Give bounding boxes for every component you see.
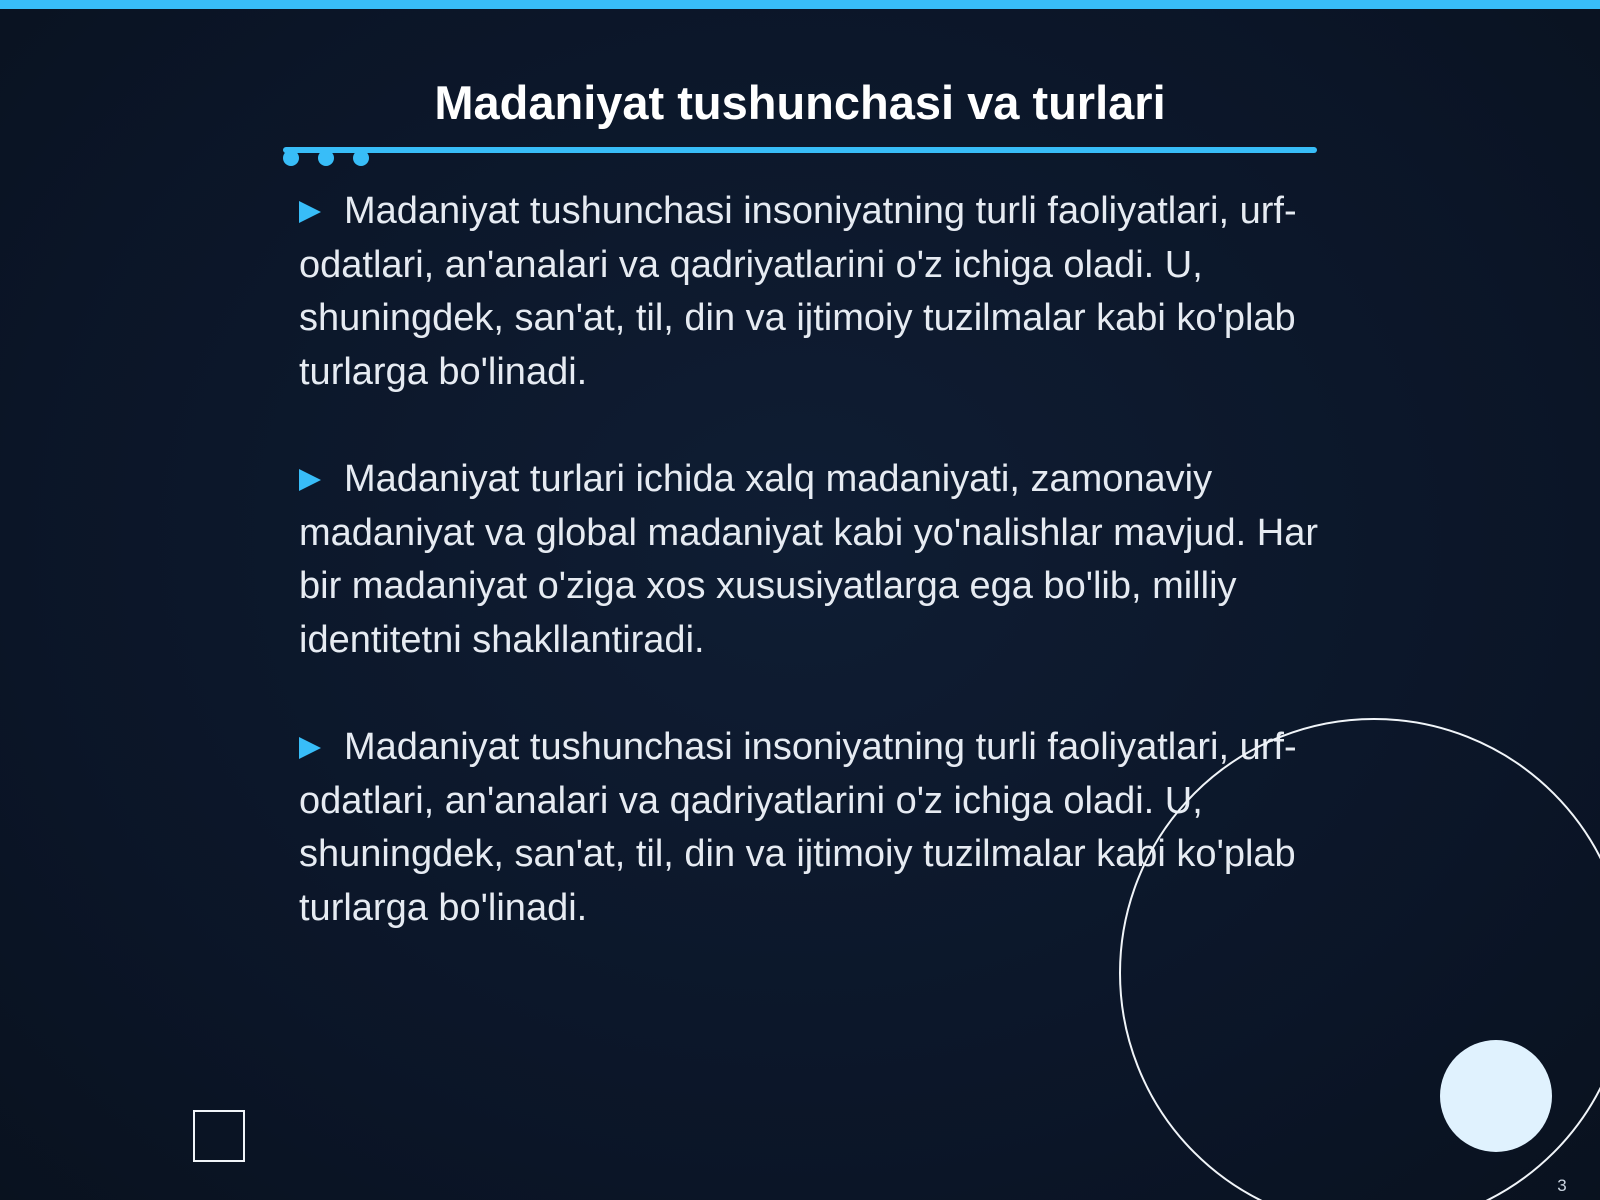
bullet-text: Madaniyat tushunchasi insoniyatning turli faoliyatlari, urf-odatlari, an'analari va qadriyatlarini o'z ichiga oladi. U, shuningdek, san'at, til, din va ijtimoiy tuzilmalar kabi ko'plab turlarga bo'linadi. — [299, 190, 1297, 393]
accent-dot-icon — [353, 150, 369, 166]
bullet-item — [299, 453, 1319, 667]
triangle-right-icon — [299, 737, 321, 759]
decorative-square-outline — [193, 1110, 245, 1162]
top-accent-bar — [0, 0, 1600, 9]
triangle-right-icon — [299, 201, 321, 223]
bullet-item — [299, 185, 1319, 399]
slide-title: Madaniyat tushunchasi va turlari — [434, 76, 1166, 129]
title-underline — [283, 147, 1317, 153]
triangle-right-icon — [299, 469, 321, 491]
accent-dot-icon — [318, 150, 334, 166]
decorative-circle-filled — [1440, 1040, 1552, 1152]
bullet-text: Madaniyat tushunchasi insoniyatning turli faoliyatlari, urf-odatlari, an'analari va qadriyatlarini o'z ichiga oladi. U, shuningdek, san'at, til, din va ijtimoiy tuzilmalar kabi ko'plab turlarga bo'linadi. — [299, 726, 1297, 929]
accent-dot-icon — [283, 150, 299, 166]
page-number: 3 — [1557, 1176, 1567, 1195]
bullet-text: Madaniyat turlari ichida xalq madaniyati, zamonaviy madaniyat va global madaniyat kabi yo'nalishlar mavjud. Har bir madaniyat o'ziga xos xususiyatlarga ega bo'lib, milliy identitetni shakllantiradi. — [299, 458, 1319, 661]
